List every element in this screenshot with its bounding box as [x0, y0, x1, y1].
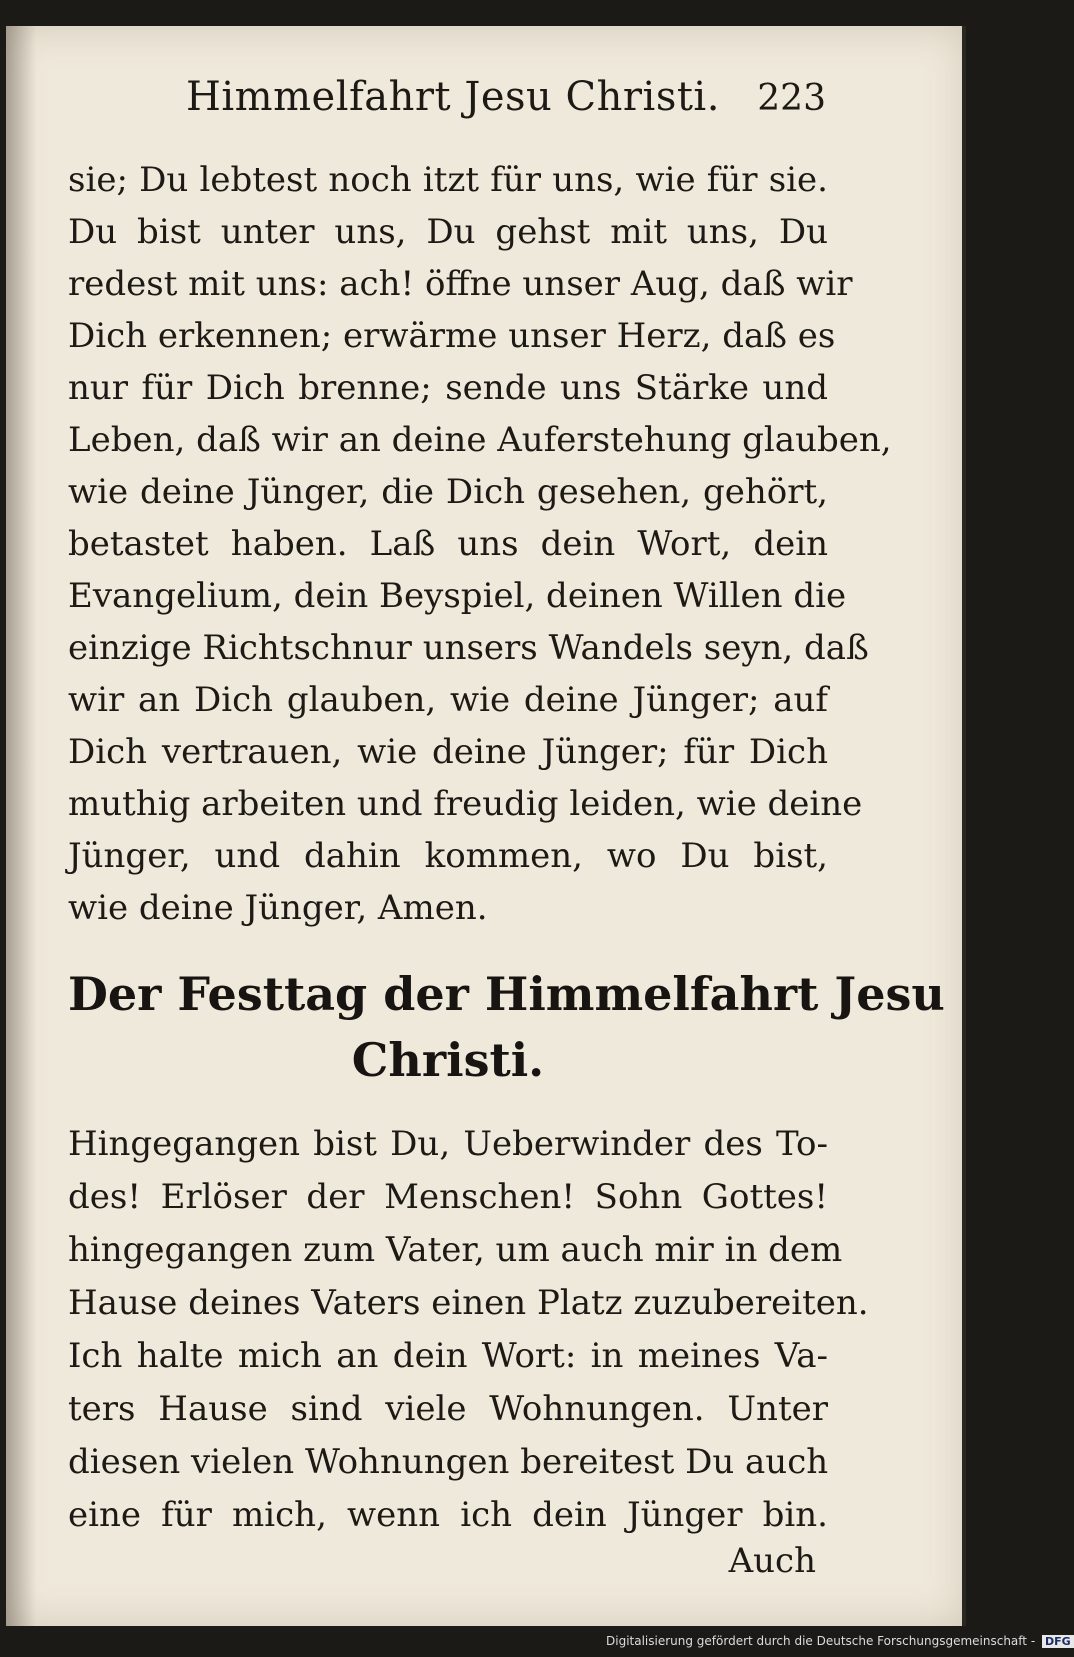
binding-shadow: [6, 26, 36, 1626]
text-line: Hingegangen bist Du, Ueberwinder des To-: [68, 1124, 828, 1164]
digitization-credit: [606, 1634, 1071, 1654]
text-line: Dich erkennen; erwärme unser Herz, daß es: [68, 316, 836, 356]
text-line: betastet haben. Laß uns dein Wort, dein: [68, 524, 828, 564]
text-line: Dich vertrauen, wie deine Jünger; für Dich: [68, 732, 828, 772]
text-line: des! Erlöser der Menschen! Sohn Gottes!: [68, 1177, 828, 1217]
text-line: Leben, daß wir an deine Auferstehung glauben,: [68, 420, 892, 460]
book-page: [6, 26, 966, 1626]
heading-line: Christi.: [351, 1033, 545, 1087]
text-line: Ich halte mich an dein Wort: in meines Va-: [68, 1336, 828, 1376]
text-line: ters Hause sind viele Wohnungen. Unter: [68, 1389, 828, 1429]
section-heading: [68, 961, 945, 1093]
text-line: diesen vielen Wohnungen bereitest Du auch: [68, 1442, 829, 1482]
page-number: 223: [757, 78, 826, 119]
section-text: [68, 1118, 869, 1542]
catchword: Auch: [728, 1541, 816, 1581]
text-line: Jünger, und dahin kommen, wo Du bist,: [68, 836, 828, 876]
text-line: wie deine Jünger, die Dich gesehen, gehört,: [68, 472, 828, 512]
page-header: [186, 74, 826, 134]
text-line: hingegangen zum Vater, um auch mir in dem: [68, 1230, 843, 1270]
text-line: wie deine Jünger, Amen.: [68, 888, 488, 928]
dfg-logo: DFG: [1042, 1635, 1074, 1648]
prayer-text: [68, 154, 892, 934]
text-line: sie; Du lebtest noch itzt für uns, wie für sie.: [68, 160, 828, 200]
text-line: muthig arbeiten und freudig leiden, wie deine: [68, 784, 863, 824]
credit-text: Digitalisierung gefördert durch die Deutsche Forschungsgemeinschaft -: [606, 1634, 1036, 1648]
text-line: wir an Dich glauben, wie deine Jünger; auf: [68, 680, 828, 720]
heading-line: Der Festtag der Himmelfahrt Jesu: [68, 967, 945, 1021]
text-line: eine für mich, wenn ich dein Jünger bin.: [68, 1495, 828, 1535]
text-line: einzige Richtschnur unsers Wandels seyn, daß: [68, 628, 869, 668]
text-line: redest mit uns: ach! öffne unser Aug, daß wir: [68, 264, 853, 304]
page-edge: [962, 26, 966, 1626]
text-line: Du bist unter uns, Du gehst mit uns, Du: [68, 212, 828, 252]
text-line: Hause deines Vaters einen Platz zuzubereiten.: [68, 1283, 869, 1323]
running-title: Himmelfahrt Jesu Christi.: [186, 74, 720, 120]
text-line: Evangelium, dein Beyspiel, deinen Willen die: [68, 576, 847, 616]
text-line: nur für Dich brenne; sende uns Stärke und: [68, 368, 828, 408]
